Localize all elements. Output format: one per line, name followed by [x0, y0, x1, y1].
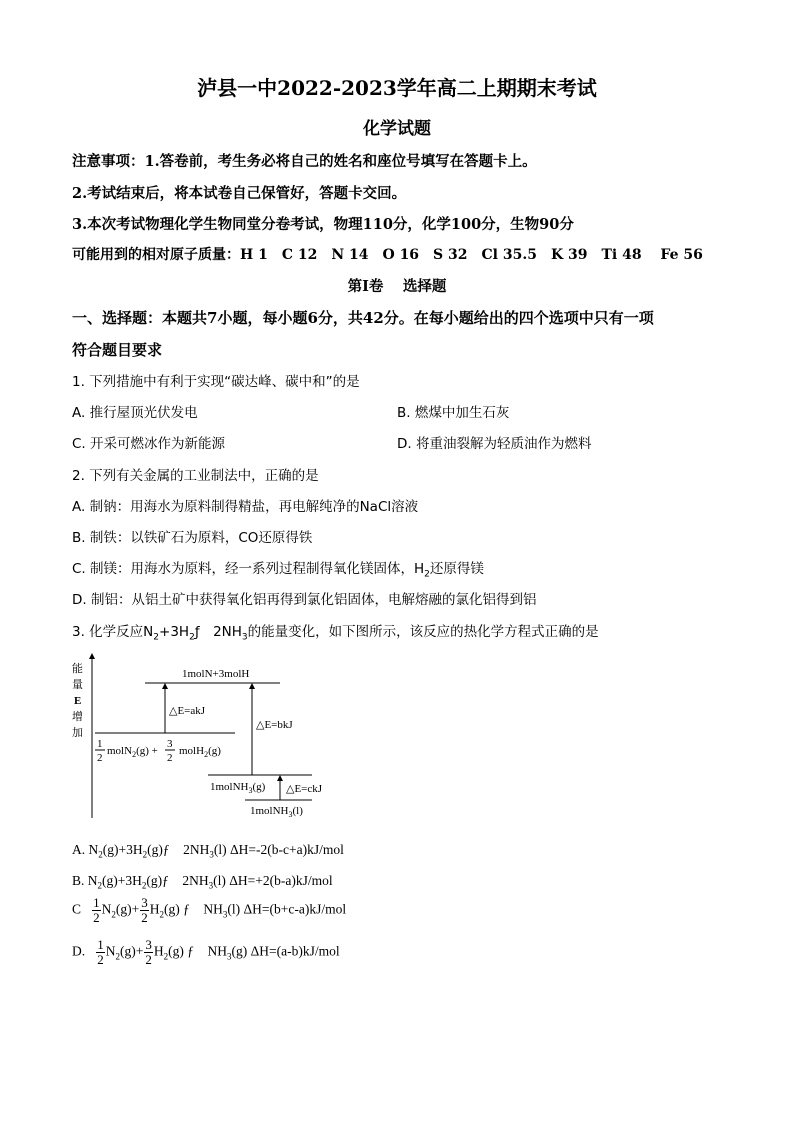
- q1-option-c: C. 开采可燃冰作为新能源: [72, 436, 226, 452]
- label-nh3-liquid: 1molNH$_3$(l): [250, 805, 303, 819]
- axis-char-5: 加: [72, 727, 83, 739]
- frac-bottom-2: 2: [167, 752, 173, 764]
- q1-option-b: B. 燃煤中加生石灰: [397, 405, 510, 421]
- axis-char-4: 增: [72, 711, 83, 723]
- exam-subtitle: 化学试题: [363, 119, 431, 139]
- axis-char-2: 量: [72, 679, 83, 691]
- note-2: 2.考试结束后，将本试卷自己保管好，答题卡交回。: [72, 185, 407, 202]
- q2-option-a: A. 制钠：用海水为原料制得精盐，再电解纯净的NaCl溶液: [72, 499, 419, 515]
- q3-option-c: C $\frac{1}{2}$ $N_2(g)+$ $\frac{3}{2}$ $H_2(g)$ ƒ $NH_3(l)$ ΔH=(b+c-a)kJ/mol: [72, 895, 347, 925]
- note-1: 注意事项：1.答卷前，考生务必将自己的姓名和座位号填写在答题卡上。: [72, 153, 537, 170]
- q1-option-a: A. 推行屋顶光伏发电: [72, 405, 198, 421]
- label-delta-c: △E=ckJ: [286, 783, 323, 795]
- q3-stem: 3. 化学反应$N_2+3H_2ƒ$ $2NH_3$的能量变化，如下图所示，该反应的热化学方程式正确的是: [72, 624, 599, 643]
- q2-stem: 2. 下列有关金属的工业制法中，正确的是: [72, 468, 319, 484]
- q1-option-d: D. 将重油裂解为轻质油作为燃料: [397, 436, 592, 452]
- label-h2: molH$_2$(g): [179, 745, 221, 759]
- frac-top-1: 1: [97, 738, 103, 750]
- section-intro-1: 一、选择题：本题共7小题，每小题6分，共42分。在每小题给出的四个选项中只有一项: [72, 309, 654, 327]
- atomic-masses: 可能用到的相对原子质量：H 1 C 12 N 14 O 16 S 32 Cl 35.5 K 39 Ti 48 Fe 56: [72, 247, 703, 263]
- section-title: 第I卷 选择题: [347, 278, 447, 295]
- label-nh3-gas: 1molNH$_3$(g): [210, 781, 266, 795]
- frac-bottom-1: 2: [97, 752, 103, 764]
- axis-char-1: 能: [72, 663, 83, 675]
- section-intro-2: 符合题目要求: [72, 341, 163, 359]
- q1-stem: 1. 下列措施中有利于实现“碳达峰、碳中和”的是: [72, 374, 360, 390]
- energy-diagram: [60, 650, 350, 820]
- q2-option-d: D. 制铝：从铝土矿中获得氧化铝再得到氯化铝固体，电解熔融的氯化铝得到铝: [72, 592, 537, 608]
- label-n2: molN$_2$(g) +: [107, 745, 158, 759]
- label-delta-a: △E=akJ: [169, 705, 206, 717]
- q3-option-d: D. $\frac{1}{2}$ $N_2(g)+$ $\frac{3}{2}$ $H_2(g)$ ƒ $NH_3(g)$ ΔH=(a-b)kJ/mol: [72, 937, 340, 967]
- axis-char-3: E: [74, 695, 82, 707]
- label-atoms: 1molN+3molH: [182, 668, 250, 680]
- note-3: 3.本次考试物理化学生物同堂分卷考试，物理110分，化学100分，生物90分: [72, 216, 574, 233]
- label-delta-b: △E=bkJ: [256, 719, 293, 731]
- exam-title: 泸县一中2022-2023学年高二上期期末考试: [197, 76, 597, 100]
- q3-option-a: A. $N_2(g)+3H_2(g)ƒ$ $2NH_3(l)$ ΔH=-2(b-c+a)kJ/mol: [72, 842, 344, 860]
- q3-option-b: B. $N_2(g)+3H_2(g)ƒ$ $2NH_3(l)$ ΔH=+2(b-a)kJ/mol: [72, 873, 333, 891]
- q2-option-b: B. 制铁：以铁矿石为原料，CO还原得铁: [72, 530, 313, 546]
- frac-top-2: 3: [167, 738, 173, 750]
- q2-option-c: C. 制镁：用海水为原料，经一系列过程制得氧化镁固体，$H_2$还原得镁: [72, 561, 484, 580]
